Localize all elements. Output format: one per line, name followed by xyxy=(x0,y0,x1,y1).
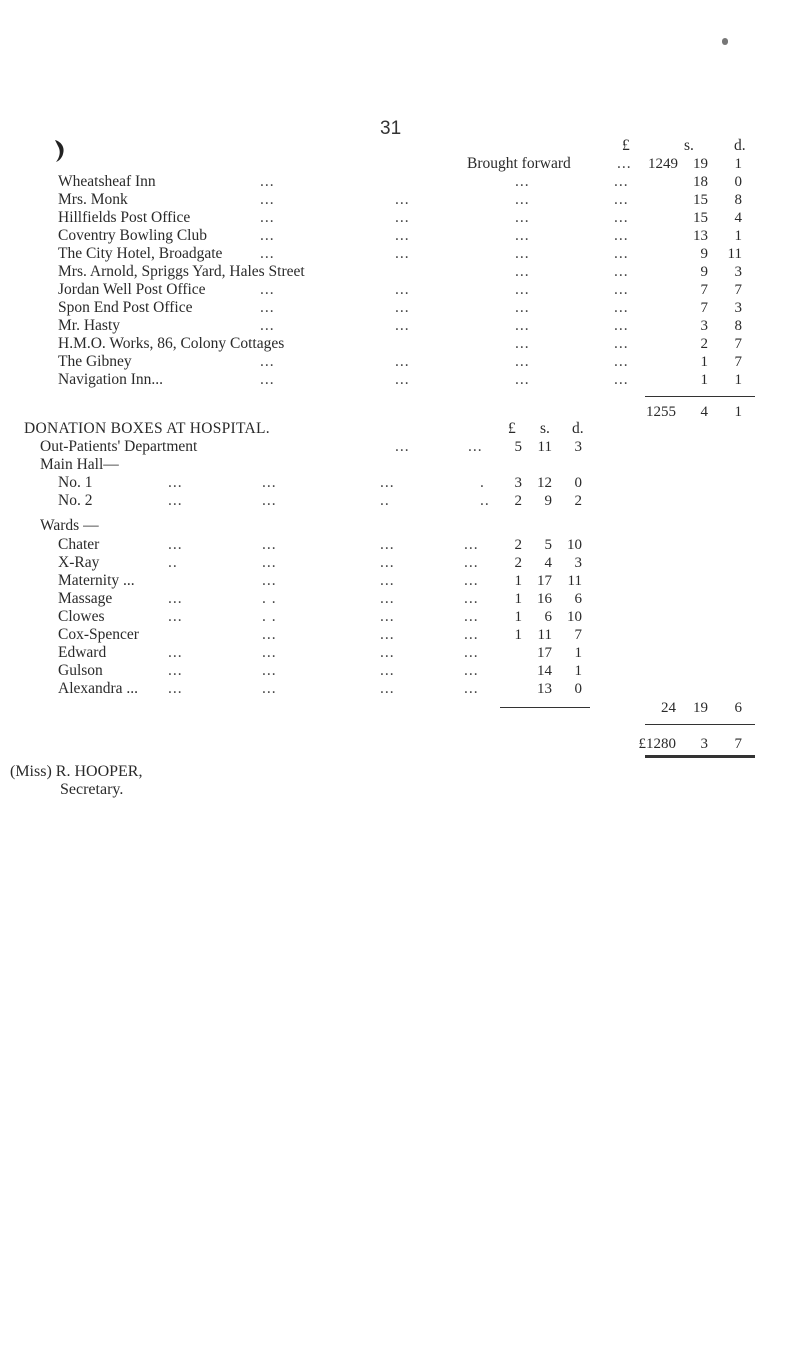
signature-name: (Miss) R. HOOPER, xyxy=(10,763,143,780)
list-item-label: Hillfields Post Office xyxy=(58,209,191,226)
leader-dots: . .. xyxy=(480,474,490,509)
list-item-label: The City Hotel, Broadgate xyxy=(58,245,223,262)
list-item-pounds: 1 xyxy=(514,609,522,625)
list-item-pence: 8 xyxy=(734,192,742,208)
list-item-shillings: 13 xyxy=(537,681,552,697)
list-item-label: Edward xyxy=(58,644,107,661)
list-item-pence: 0 xyxy=(734,174,742,190)
list-item-label: H.M.O. Works, 86, Colony Cottages xyxy=(58,335,285,352)
list-item-label: The Gibney xyxy=(58,353,132,370)
list-item-label: Alexandra ... xyxy=(58,680,139,697)
list-item-label: Maternity ... xyxy=(58,572,135,589)
list-item-shillings: 15 xyxy=(693,192,708,208)
ink-mark xyxy=(722,38,728,45)
list-item-shillings: 1 xyxy=(700,354,708,370)
list-item-pence: 7 xyxy=(734,336,742,352)
out-patients-pence: 3 xyxy=(574,439,582,455)
list-item-shillings: 9 xyxy=(700,264,708,280)
list-item-pounds: 1 xyxy=(514,573,522,589)
brought-forward-label: Brought forward xyxy=(467,155,571,172)
list-item-pence: 10 xyxy=(567,609,582,625)
list-item-label: Chater xyxy=(58,536,100,553)
list-item-pounds: 2 xyxy=(514,555,522,571)
leader-dots: ... ... ... ... ... ... ... ... ... ... ... ... xyxy=(614,173,629,388)
leader-dots: ... ... ... ... ... ... ... ... ... xyxy=(395,191,410,388)
list-item-pence: 11 xyxy=(567,573,582,589)
wards-label: Wards — xyxy=(40,517,99,534)
list-item-shillings: 3 xyxy=(700,318,708,334)
grand-total-double-rule xyxy=(645,755,755,758)
col-header-shillings: s. xyxy=(684,137,694,154)
list-item-pence: 3 xyxy=(574,555,582,571)
list-item-shillings: 12 xyxy=(537,475,552,491)
list-item-shillings: 7 xyxy=(700,282,708,298)
list-item-pence: 0 xyxy=(574,475,582,491)
list-item-label: Navigation Inn... xyxy=(58,371,164,388)
signature-title: Secretary. xyxy=(60,781,124,798)
out-patients-shillings: 11 xyxy=(537,439,552,455)
list-item-shillings: 7 xyxy=(700,300,708,316)
list-item-label: Clowes xyxy=(58,608,105,625)
list-item-pence: 7 xyxy=(574,627,582,643)
list-item-label: Massage xyxy=(58,590,113,607)
grand-total-shillings: 3 xyxy=(700,736,708,752)
list-item-label: Mrs. Monk xyxy=(58,191,128,208)
first-total-shillings: 4 xyxy=(700,404,708,420)
list-item-shillings: 9 xyxy=(544,493,552,509)
list-item-label: No. 1 xyxy=(58,474,93,491)
leader-dots: ... .. ... ... ... ... ... xyxy=(168,536,183,697)
list-item-shillings: 1 xyxy=(700,372,708,388)
donation-col-header-pence: d. xyxy=(572,420,584,437)
list-item-pounds: 2 xyxy=(514,493,522,509)
leader-dots: ... .. xyxy=(380,474,395,509)
list-item-pence: 1 xyxy=(574,645,582,661)
donation-col-header-pounds: £ xyxy=(508,420,516,437)
col-header-pence: d. xyxy=(734,137,746,154)
list-item-pence: 1 xyxy=(574,663,582,679)
leader-dots: ... ... ... ... ... ... ... ... ... xyxy=(380,536,395,697)
leader-dots: ... ... ... ... ... ... ... ... ... ... xyxy=(260,173,275,388)
list-item-pence: 2 xyxy=(574,493,582,509)
list-item-pounds: 2 xyxy=(514,537,522,553)
leader-dots: ... ... xyxy=(168,474,183,509)
out-patients-label: Out-Patients' Department xyxy=(40,438,198,455)
list-item-pence: 0 xyxy=(574,681,582,697)
list-item-label: Mrs. Arnold, Spriggs Yard, Hales Street xyxy=(58,263,305,280)
list-item-shillings: 11 xyxy=(537,627,552,643)
subtotal-pence: 6 xyxy=(734,700,742,716)
list-item-pence: 6 xyxy=(574,591,582,607)
list-item-shillings: 15 xyxy=(693,210,708,226)
list-item-shillings: 2 xyxy=(700,336,708,352)
grand-total-pounds: £1280 xyxy=(638,736,676,752)
list-item-label: X-Ray xyxy=(58,554,100,571)
ink-blot-icon xyxy=(52,139,66,163)
list-item-shillings: 5 xyxy=(544,537,552,553)
list-item-shillings: 17 xyxy=(537,573,552,589)
leader-dots: ... xyxy=(617,155,632,172)
list-item-pounds: 1 xyxy=(514,591,522,607)
section-heading: DONATION BOXES AT HOSPITAL. xyxy=(24,420,270,437)
total-rule xyxy=(645,396,755,397)
brought-forward-pounds: 1249 xyxy=(648,156,678,172)
list-item-pence: 1 xyxy=(734,372,742,388)
list-item-label: Gulson xyxy=(58,662,103,679)
subtotal-rule xyxy=(500,707,590,708)
leader-dots: ... xyxy=(395,438,410,455)
list-item-pounds: 3 xyxy=(514,475,522,491)
list-item-pounds: 1 xyxy=(514,627,522,643)
list-item-label: Wheatsheaf Inn xyxy=(58,173,156,190)
grand-total-rule xyxy=(645,724,755,725)
first-total-pounds: 1255 xyxy=(646,404,676,420)
list-item-shillings: 18 xyxy=(693,174,708,190)
leader-dots: ... xyxy=(468,438,483,455)
list-item-pence: 3 xyxy=(734,264,742,280)
list-item-pence: 4 xyxy=(734,210,742,226)
list-item-shillings: 4 xyxy=(544,555,552,571)
brought-forward-shillings: 19 xyxy=(693,156,708,172)
page-number: 31 xyxy=(380,118,402,139)
leader-dots: ... ... ... . . . . ... ... ... ... xyxy=(262,536,277,697)
subtotal-pounds: 24 xyxy=(661,700,676,716)
main-hall-label: Main Hall— xyxy=(40,456,119,473)
list-item-label: Coventry Bowling Club xyxy=(58,227,207,244)
out-patients-pounds: 5 xyxy=(514,439,522,455)
list-item-shillings: 16 xyxy=(537,591,552,607)
list-item-pence: 7 xyxy=(734,282,742,298)
list-item-label: Jordan Well Post Office xyxy=(58,281,206,298)
grand-total-pence: 7 xyxy=(734,736,742,752)
list-item-label: Spon End Post Office xyxy=(58,299,193,316)
list-item-label: Cox-Spencer xyxy=(58,626,139,643)
col-header-pounds: £ xyxy=(622,137,630,154)
list-item-label: No. 2 xyxy=(58,492,93,509)
list-item-shillings: 6 xyxy=(544,609,552,625)
list-item-shillings: 17 xyxy=(537,645,552,661)
leader-dots: ... ... ... ... ... ... ... ... ... xyxy=(464,536,479,697)
list-item-pence: 3 xyxy=(734,300,742,316)
list-item-pence: 7 xyxy=(734,354,742,370)
leader-dots: ... ... ... ... ... ... ... ... ... ... ... ... xyxy=(515,173,530,388)
donation-col-header-shillings: s. xyxy=(540,420,550,437)
list-item-pence: 10 xyxy=(567,537,582,553)
leader-dots: ... ... xyxy=(262,474,277,509)
list-item-pence: 8 xyxy=(734,318,742,334)
brought-forward-pence: 1 xyxy=(734,156,742,172)
list-item-pence: 11 xyxy=(727,246,742,262)
subtotal-shillings: 19 xyxy=(693,700,708,716)
list-item-shillings: 13 xyxy=(693,228,708,244)
list-item-pence: 1 xyxy=(734,228,742,244)
list-item-shillings: 14 xyxy=(537,663,552,679)
first-total-pence: 1 xyxy=(734,404,742,420)
list-item-shillings: 9 xyxy=(700,246,708,262)
list-item-label: Mr. Hasty xyxy=(58,317,120,334)
